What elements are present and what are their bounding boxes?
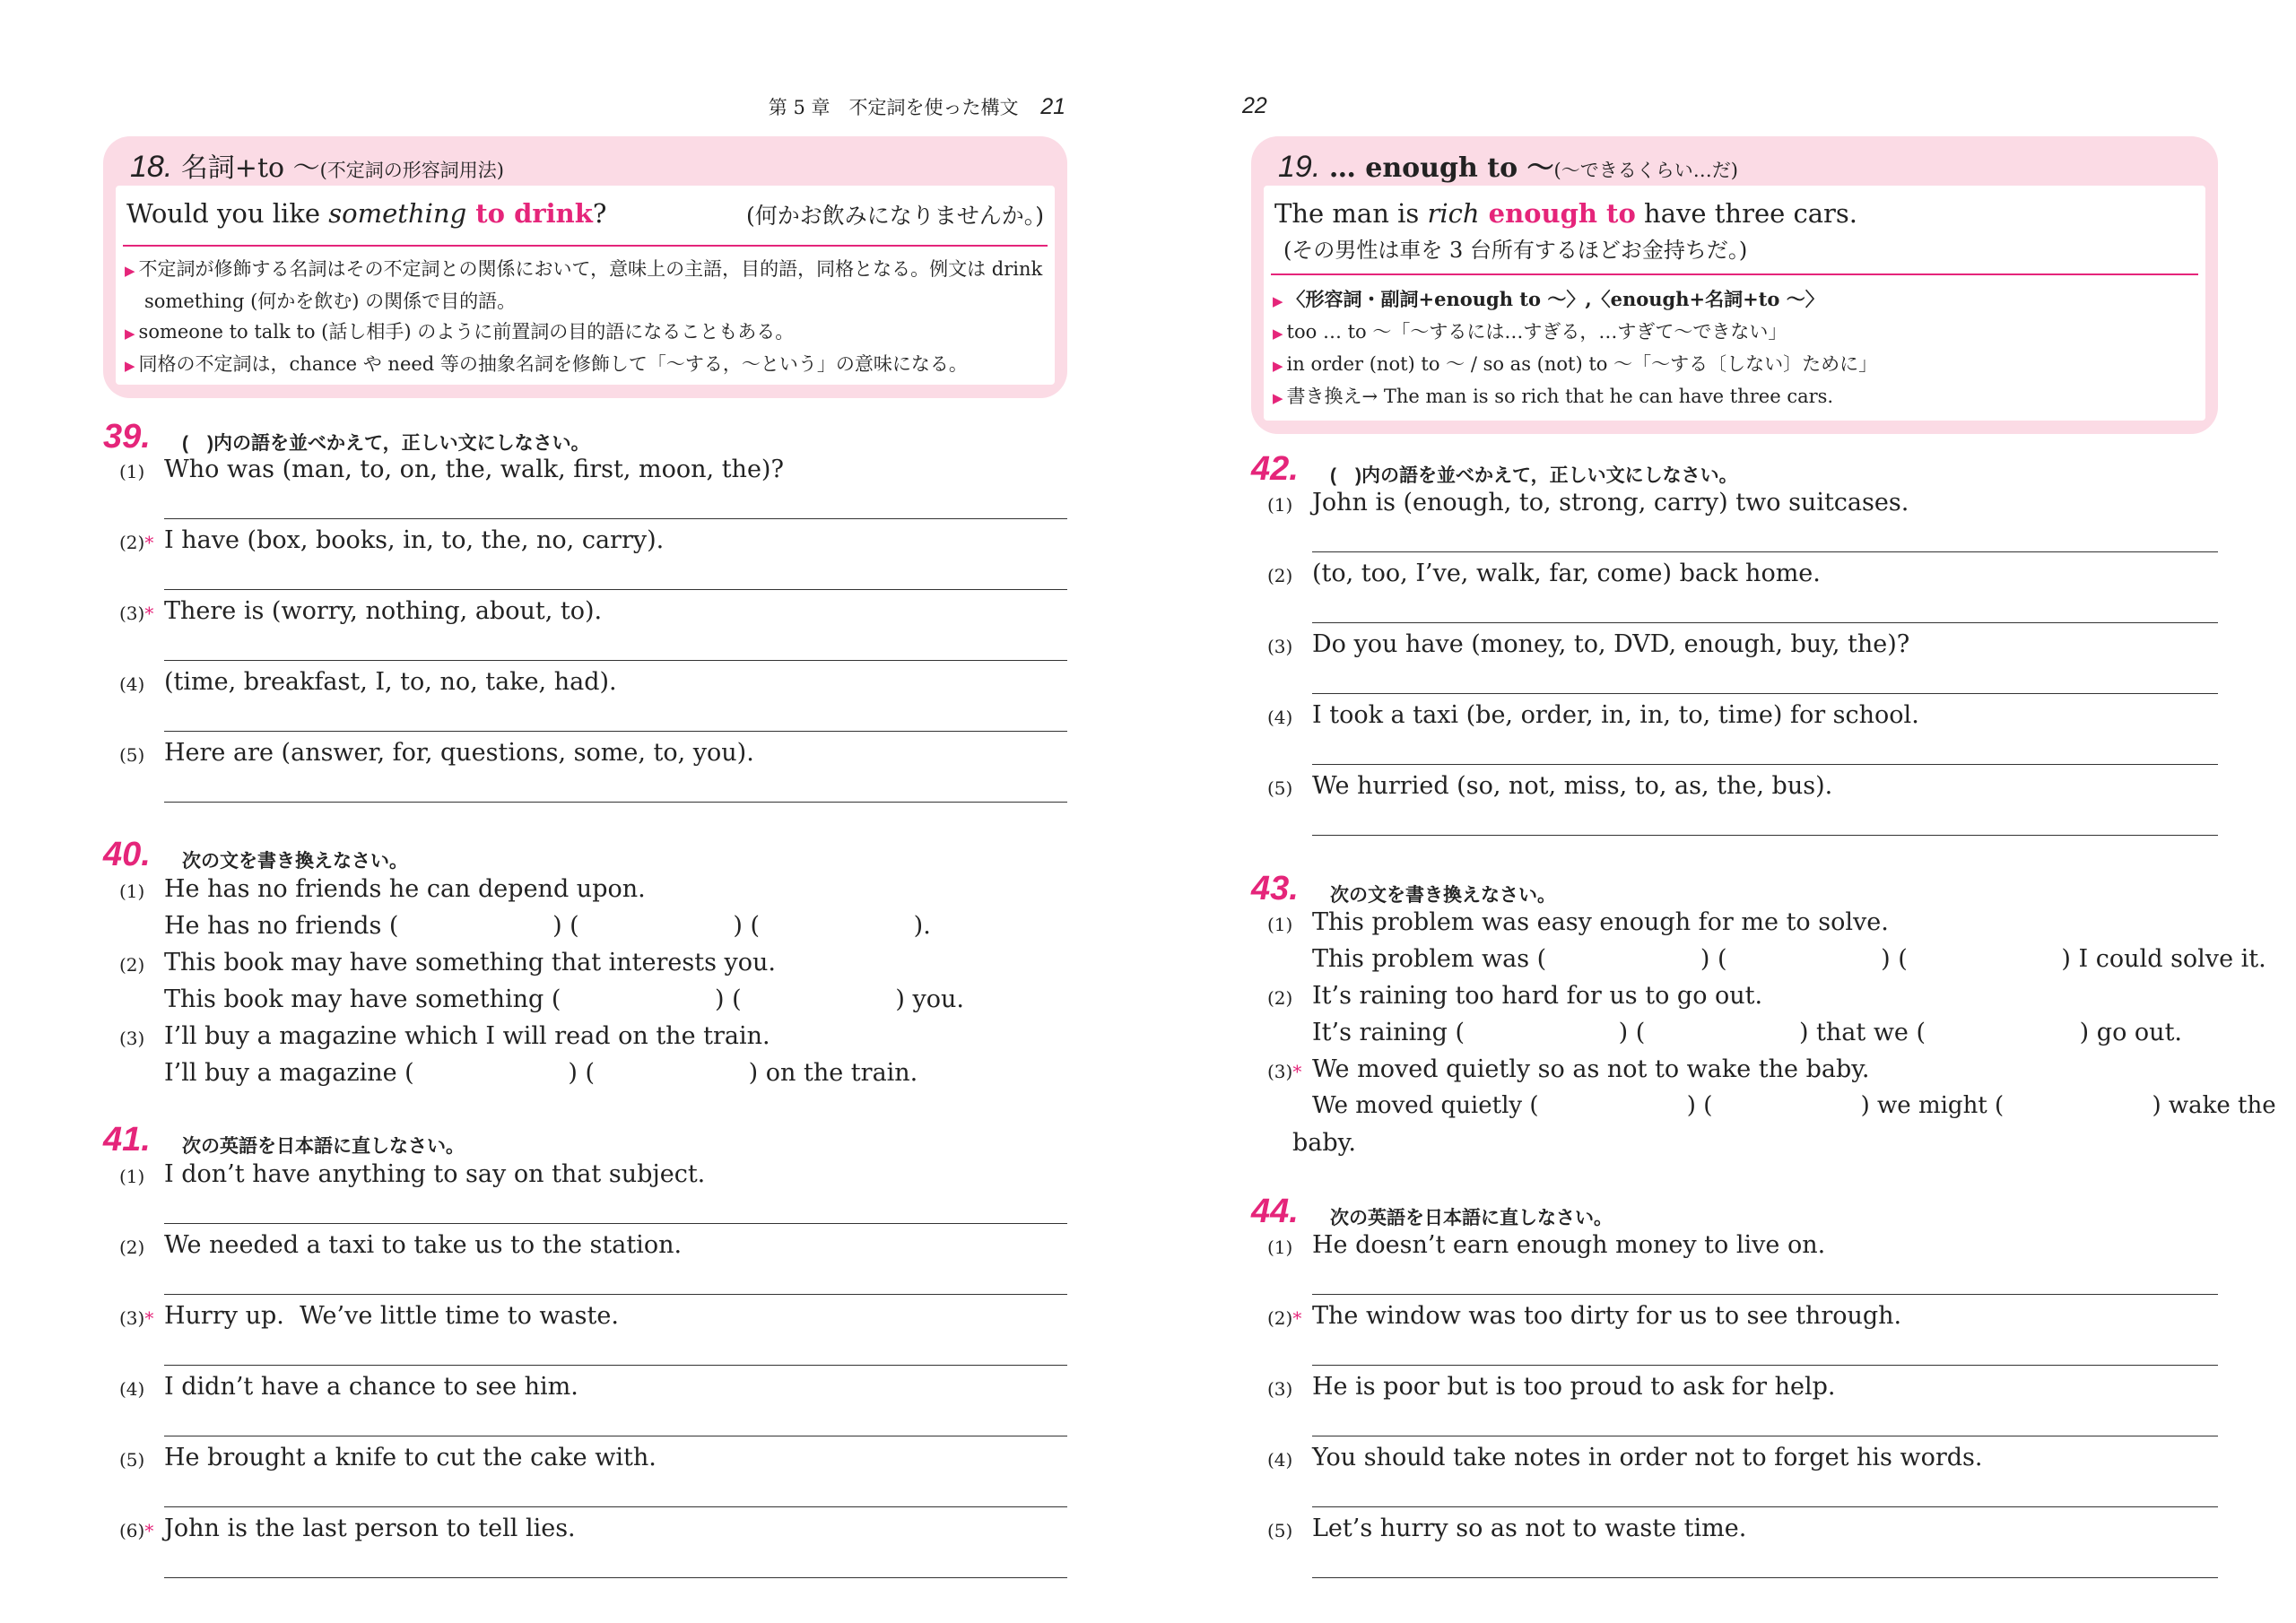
answer-line[interactable] [1312, 551, 2218, 552]
answer-line[interactable] [164, 518, 1067, 519]
example-sentence: The man is rich enough to have three cars. [1274, 198, 1857, 229]
note-item: ▶ 〈形容詞・副詞+enough to ～〉,〈enough+名詞+to ～〉 [1273, 288, 1824, 310]
bullet-triangle-icon: ▶ [1273, 325, 1283, 342]
note-item: ▶ 書き換え→ The man is so rich that he can have three cars. [1273, 386, 1834, 407]
note-item: ▶ 同格の不定詞は，chance や need 等の抽象名詞を修飾して「～する，～という」の意味になる。 [125, 353, 968, 375]
bullet-triangle-icon: ▶ [125, 325, 135, 342]
bullet-triangle-icon: ▶ [1273, 358, 1283, 374]
page-number: 22 [1242, 93, 1267, 118]
note-item: something (何かを飲む) の関係で目的語。 [144, 291, 517, 312]
note-item: ▶ someone to talk to (話し相手) のように前置詞の目的語になることもある。 [125, 321, 795, 343]
bullet-triangle-icon: ▶ [125, 358, 135, 374]
page-number: 21 [1040, 94, 1065, 119]
grammar-notes [1273, 284, 2196, 413]
answer-line[interactable] [164, 660, 1067, 661]
answer-line[interactable] [164, 1294, 1067, 1295]
answer-line[interactable] [1312, 1506, 2218, 1507]
grammar-content [116, 186, 1055, 385]
chapter-title: 第 5 章 不定詞を使った構文 [768, 97, 1019, 118]
divider [123, 245, 1048, 247]
example-sentence: Would you like something to drink? (何かお飲みになりませんか。) [126, 198, 1044, 229]
page-header [769, 93, 1065, 120]
answer-line[interactable] [164, 802, 1067, 803]
left-page: 第 5 章 不定詞を使った構文 21 18. 名詞+to ～(不定詞の形容詞用法) Would you like something to drink? (何かお飲みになりませんか。) ▶ 不定詞が修飾する名詞はその不定詞との関係において，意味上の主語，目的語，同格となる。例文は drink something (何かを飲む) の関係で目的語。 ▶ someone to talk to (話し相手) のように前置詞の目的語になることもある。 ▶ 同格の不定詞は，chance や need 等の抽象名詞を修飾して「～する，～という」の意味になる。 39. ( )内の語を並べかえて，正しい文にしなさい。 (1) Who was (man, to, on, the, walk, first, moon, the)? (2)* I have (box, books, in, to, the, no, carry). (3)* There is (worry, nothing, about, to). (4) (time, breakfast, I, to, no, take, had). (5) Here are (answer, for, questions, some, to, you). 40. 次の文を書き換えなさい。 (1) He has no friends he can depend upon. He has no friends ( ) ( ) ( ). (2) This book may have something that interests you. This book may have something ( ) ( ) you. (3) I’ll buy a magazine which I will read on the train. I’ll buy a magazine ( ) ( ) on the train. 41. 次の英語を日本語に直しなさい。 (1) I don’t have anything to say on that subject. (2) We needed a taxi to take us to the station. (3)* Hurry up. We’ve little time to waste. (4) I didn’t have a chance to see him. (5) He brought a knife to cut the cake with. (6)* John is the last person to tell lies. [0, 0, 1148, 1623]
answer-line[interactable] [1312, 693, 2218, 694]
answer-line[interactable] [1312, 764, 2218, 765]
answer-line[interactable] [164, 1506, 1067, 1507]
divider [1271, 273, 2198, 275]
answer-line[interactable] [164, 1223, 1067, 1224]
bullet-triangle-icon: ▶ [125, 263, 135, 279]
answer-line[interactable] [1312, 1365, 2218, 1366]
grammar-notes [125, 254, 1046, 381]
answer-line[interactable] [164, 1365, 1067, 1366]
example-translation: (その男性は車を 3 台所有するほどお金持ちだ。) [1283, 238, 1748, 263]
note-item: ▶ in order (not) to ～ / so as (not) to ～「～する〔しない〕ために」 [1273, 353, 1878, 375]
bullet-triangle-icon: ▶ [1273, 293, 1283, 309]
answer-line[interactable] [164, 1577, 1067, 1578]
bullet-triangle-icon: ▶ [1273, 390, 1283, 406]
grammar-box-19 [1251, 136, 2218, 434]
note-item: ▶ too … to ～「～するには…すぎる，…すぎて～できない」 [1273, 321, 1787, 343]
answer-line[interactable] [1312, 1577, 2218, 1578]
answer-line[interactable] [164, 731, 1067, 732]
right-page: 22 19. … enough to ～(～できるくらい…だ) The man is rich enough to have three cars. (その男性は車を 3 台所有するほどお金持ちだ。) ▶ 〈形容詞・副詞+enough to ～〉,〈enough+名詞+to ～〉 ▶ too … to ～「～するには…すぎる，…すぎて～できない」 ▶ in order (not) to ～ / so as (not) to ～「～する〔しない〕ために」 ▶ 書き換え→ The man is so rich that he can have three cars. 42. ( )内の語を並べかえて，正しい文にしなさい。 (1) John is (enough, to, strong, carry) two suitcases. (2) (to, too, I’ve, walk, far, come) back home. (3) Do you have (money, to, DVD, enough, buy, the)? (4) I took a taxi (be, order, in, in, to, time) for school. (5) We hurried (so, not, miss, to, as, the, bus). 43. 次の文を書き換えなさい。 (1) This problem was easy enough for me to solve. This problem was ( ) ( ) ( ) I could solve it. (2) It’s raining too hard for us to go out. It’s raining ( ) ( ) that we ( ) go out. (3)* We moved quietly so as not to wake the baby. We moved quietly ( ) ( ) we might ( ) wake the baby. 44. 次の英語を日本語に直しなさい。 (1) He doesn’t earn enough money to live on. (2)* The window was too dirty for us to see through. (3) He is poor but is too proud to ask for help. (4) You should take notes in order not to forget his words. (5) Let’s hurry so as not to waste time. [1148, 0, 2296, 1623]
grammar-title: 18. 名詞+to ～(不定詞の形容詞用法) [130, 150, 504, 184]
answer-line[interactable] [1312, 622, 2218, 623]
grammar-content [1264, 186, 2205, 421]
note-item: ▶ 不定詞が修飾する名詞はその不定詞との関係において，意味上の主語，目的語，同格となる。例文は drink [125, 258, 1043, 280]
answer-line[interactable] [164, 589, 1067, 590]
answer-line[interactable] [1312, 1294, 2218, 1295]
example-translation: (何かお飲みになりませんか。) [745, 203, 1044, 229]
answer-line[interactable] [1312, 835, 2218, 836]
grammar-title: 19. … enough to ～(～できるくらい…だ) [1278, 150, 1738, 184]
grammar-box-18 [103, 136, 1067, 398]
